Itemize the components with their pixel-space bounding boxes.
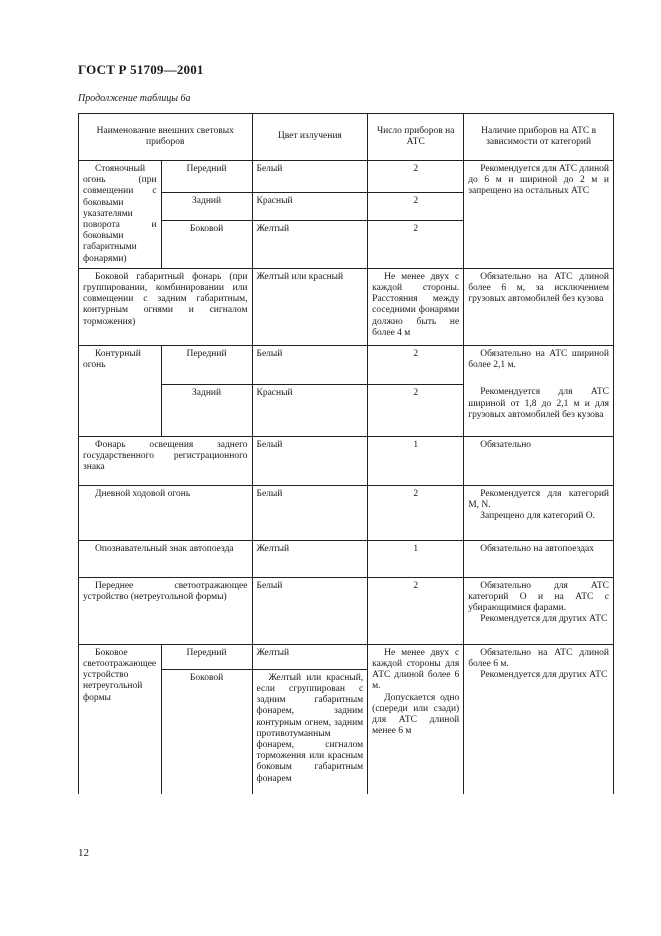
color-cell: Красный [252,384,368,436]
count-cell [368,644,464,794]
color-cell: Красный [252,192,368,221]
device-name-cell: Боковой габаритный фонарь (при группировании, комбинировании или совмещении с задним габаритным, контурным огнями и сигналом торможения) [79,268,253,345]
table-continuation-caption: Продолжение таблицы 6а [78,93,191,104]
device-name-cell: Опознавательный знак автопоезда [79,540,253,577]
column-header-device-name: Наименование внешних световых приборов [79,114,253,161]
presence-cell: Рекомендуется для АТС длиной до 6 м и шириной до 2 м и запрещено на остальных АТС [464,161,614,269]
device-name-cell: Стояночный огонь (при совмещении с боковыми указателями поворота и боковыми габаритными фонарями) [79,161,162,269]
count-cell: Не менее двух с каждой стороны. Расстояния между соседними фонарями должно быть не более 4 м [368,268,464,345]
color-cell: Желтый или красный, если сгруппирован с задним габаритным фонарем, задним контурным огнем, задним противотуманным фонарем, сигналом торможения или красным боковым габаритным фонарем [252,669,368,794]
presence-cell: Обязательно на автопоездах [464,540,614,577]
color-cell: Белый [252,161,368,193]
color-cell: Белый [252,436,368,485]
presence-cell: Обязательно [464,436,614,485]
presence-note: Обязательно для АТС категорий О и на АТС с убирающимися фарами. [468,580,609,614]
presence-cell [464,644,614,794]
position-cell: Задний [161,384,252,436]
table-row [79,577,614,644]
table-row [79,436,614,485]
count-cell: 2 [368,192,464,221]
device-name-cell: Фонарь освещения заднего государственного регистрационного знака [79,436,253,485]
position-cell: Боковой [161,221,252,269]
table-header-row [79,114,614,161]
lighting-devices-table [78,113,614,794]
presence-note: Обязательно на АТС длиной более 6 м. [468,647,609,670]
table-row [79,485,614,540]
color-cell: Белый [252,577,368,644]
table-row [79,644,614,669]
presence-cell [464,577,614,644]
device-name-cell: Дневной ходовой огонь [79,485,253,540]
position-cell: Передний [161,161,252,193]
color-cell: Желтый [252,644,368,669]
count-cell: 2 [368,345,464,384]
device-name-cell: Переднее светоотражающее устройство (нетреугольной формы) [79,577,253,644]
presence-cell: Обязательно на АТС шириной более 2,1 м. [464,345,614,384]
position-cell: Задний [161,192,252,221]
presence-cell: Рекомендуется для АТС шириной от 1,8 до 2,1 м и для грузовых автомобилей без кузова [464,384,614,436]
page-number: 12 [78,847,89,859]
color-cell: Белый [252,485,368,540]
table-row [79,268,614,345]
presence-note: Рекомендуется для категорий M, N. [468,488,609,511]
color-cell: Белый [252,345,368,384]
device-name-cell: Контурный огонь [79,345,162,436]
count-cell: 2 [368,221,464,269]
count-cell: 1 [368,540,464,577]
table-row [79,161,614,193]
presence-note: Рекомендуется для других АТС [480,614,608,625]
count-cell: 1 [368,436,464,485]
count-note: Не менее двух с каждой стороны для АТС длиной более 6 м. [372,647,460,692]
column-header-count: Число приборов на АТС [368,114,464,161]
presence-cell: Обязательно на АТС длиной более 6 м, за исключением грузовых автомобилей без кузова [464,268,614,345]
column-header-color: Цвет излучения [252,114,368,161]
count-cell: 2 [368,577,464,644]
presence-note: Рекомендуется для других АТС [480,670,608,681]
device-name-cell: Боковое светоотражающее устройство нетреугольной формы [79,644,162,794]
position-cell: Передний [161,644,252,669]
count-note: Допускается одно (спереди или сзади) для АТС длиной менее 6 м [372,692,460,737]
presence-note: Запрещено для категорий O. [480,511,595,522]
position-cell: Боковой [161,669,252,794]
position-cell: Передний [161,345,252,384]
count-cell: 2 [368,161,464,193]
column-header-presence: Наличие приборов на АТС в зависимости от категорий [464,114,614,161]
color-cell: Желтый или красный [252,268,368,345]
color-cell: Желтый [252,540,368,577]
table-row [79,345,614,384]
presence-cell [464,485,614,540]
table-row [79,540,614,577]
color-cell: Желтый [252,221,368,269]
document-title: ГОСТ Р 51709—2001 [78,62,204,77]
count-cell: 2 [368,485,464,540]
count-cell: 2 [368,384,464,436]
